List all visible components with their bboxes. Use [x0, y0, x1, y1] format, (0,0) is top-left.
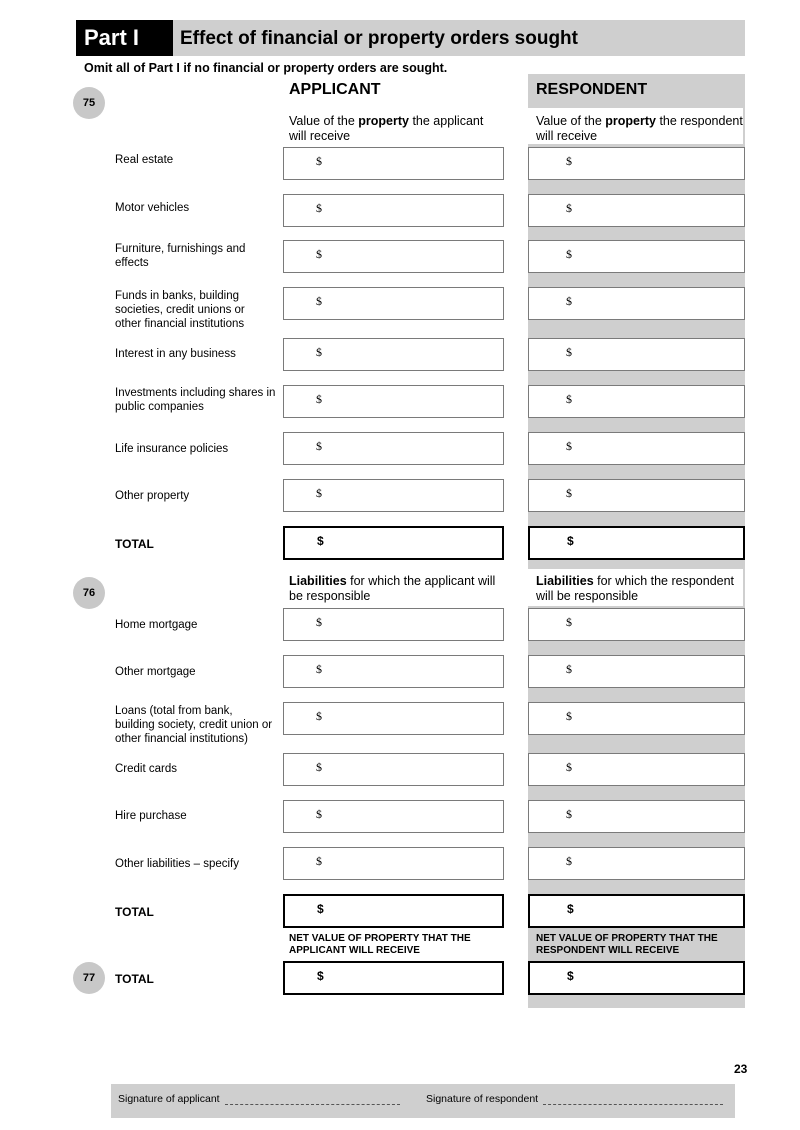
- row-label-hire-purchase: Hire purchase: [115, 810, 187, 822]
- respondent-other-mortgage-field[interactable]: $: [528, 655, 745, 688]
- row-label-investments: Investments including shares in public companies: [115, 387, 276, 413]
- applicant-net-total-field[interactable]: $: [283, 961, 504, 995]
- row-label-furniture: Furniture, furnishings and effects: [115, 243, 246, 269]
- question-number-75: 75: [73, 87, 105, 119]
- applicant-real-estate-field[interactable]: $: [283, 147, 504, 180]
- respondent-property-description: Value of the property the respondent will receive: [528, 108, 743, 144]
- applicant-signature: [118, 1093, 400, 1105]
- respondent-real-estate-field[interactable]: $: [528, 147, 745, 180]
- applicant-investments-field[interactable]: $: [283, 385, 504, 418]
- respondent-property-total-field[interactable]: $: [528, 526, 745, 560]
- row-label-other-mortgage: Other mortgage: [115, 666, 196, 678]
- applicant-hire-purchase-field[interactable]: $: [283, 800, 504, 833]
- respondent-loans-field[interactable]: $: [528, 702, 745, 735]
- applicant-property-total-field[interactable]: $: [283, 526, 504, 560]
- applicant-motor-vehicles-field[interactable]: $: [283, 194, 504, 227]
- applicant-furniture-field[interactable]: $: [283, 240, 504, 273]
- question-number-76: 76: [73, 577, 105, 609]
- row-label-funds-in-banks: Funds in banks, building societies, credit unions or other financial institutions: [115, 290, 245, 330]
- respondent-life-insurance-field[interactable]: $: [528, 432, 745, 465]
- respondent-motor-vehicles-field[interactable]: $: [528, 194, 745, 227]
- applicant-other-liabilities-field[interactable]: $: [283, 847, 504, 880]
- applicant-credit-cards-field[interactable]: $: [283, 753, 504, 786]
- applicant-column-heading: APPLICANT: [289, 81, 381, 98]
- respondent-credit-cards-field[interactable]: $: [528, 753, 745, 786]
- liabilities-total-label: TOTAL: [115, 905, 154, 919]
- applicant-net-value-label: NET VALUE OF PROPERTY THAT THE APPLICANT WILL RECEIVE: [289, 933, 471, 956]
- respondent-liabilities-description: Liabilities for which the respondent will be responsible: [528, 569, 743, 606]
- applicant-other-mortgage-field[interactable]: $: [283, 655, 504, 688]
- respondent-furniture-field[interactable]: $: [528, 240, 745, 273]
- applicant-liabilities-total-field[interactable]: $: [283, 894, 504, 928]
- part-label: Part I: [76, 20, 173, 56]
- applicant-life-insurance-field[interactable]: $: [283, 432, 504, 465]
- respondent-investments-field[interactable]: $: [528, 385, 745, 418]
- respondent-signature-line[interactable]: [543, 1095, 723, 1105]
- respondent-hire-purchase-field[interactable]: $: [528, 800, 745, 833]
- respondent-net-value-label: NET VALUE OF PROPERTY THAT THE RESPONDENT WILL RECEIVE: [536, 933, 718, 956]
- respondent-other-liabilities-field[interactable]: $: [528, 847, 745, 880]
- signature-bar: [111, 1084, 735, 1118]
- property-total-label: TOTAL: [115, 537, 154, 551]
- page-number: 23: [734, 1062, 748, 1076]
- respondent-column-heading: RESPONDENT: [536, 81, 648, 98]
- applicant-funds-field[interactable]: $: [283, 287, 504, 320]
- question-number-77: 77: [73, 962, 105, 994]
- net-total-label: TOTAL: [115, 972, 154, 986]
- applicant-liabilities-description: Liabilities for which the applicant will be responsible: [284, 574, 504, 606]
- row-label-credit-cards: Credit cards: [115, 763, 177, 775]
- row-label-business-interest: Interest in any business: [115, 348, 236, 360]
- respondent-business-interest-field[interactable]: $: [528, 338, 745, 371]
- part-title: Effect of financial or property orders sought: [180, 28, 578, 49]
- row-label-real-estate: Real estate: [115, 154, 174, 166]
- row-label-home-mortgage: Home mortgage: [115, 619, 198, 631]
- row-label-other-liabilities: Other liabilities – specify: [115, 858, 239, 870]
- applicant-other-property-field[interactable]: $: [283, 479, 504, 512]
- applicant-signature-label: Signature of applicant: [118, 1093, 220, 1105]
- applicant-business-interest-field[interactable]: $: [283, 338, 504, 371]
- applicant-loans-field[interactable]: $: [283, 702, 504, 735]
- respondent-funds-field[interactable]: $: [528, 287, 745, 320]
- row-label-other-property: Other property: [115, 490, 190, 502]
- respondent-net-total-field[interactable]: $: [528, 961, 745, 995]
- applicant-signature-line[interactable]: [225, 1095, 400, 1105]
- respondent-other-property-field[interactable]: $: [528, 479, 745, 512]
- applicant-home-mortgage-field[interactable]: $: [283, 608, 504, 641]
- row-label-loans: Loans (total from bank, building society, credit union or other financial institutions): [115, 705, 273, 745]
- row-label-motor-vehicles: Motor vehicles: [115, 202, 190, 214]
- respondent-home-mortgage-field[interactable]: $: [528, 608, 745, 641]
- respondent-signature: [426, 1093, 723, 1105]
- respondent-liabilities-total-field[interactable]: $: [528, 894, 745, 928]
- respondent-signature-label: Signature of respondent: [426, 1093, 539, 1105]
- applicant-property-description: Value of the property the applicant will receive: [284, 114, 504, 144]
- omit-note: Omit all of Part I if no financial or property orders are sought.: [84, 61, 448, 75]
- row-label-life-insurance: Life insurance policies: [115, 443, 229, 455]
